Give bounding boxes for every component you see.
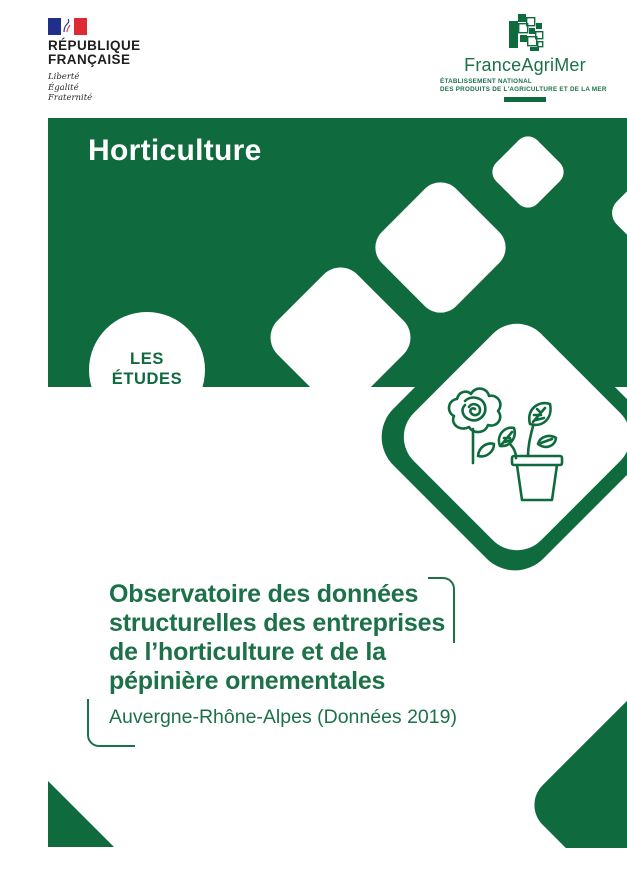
marianne-profile-icon	[61, 18, 74, 35]
gov-name-line1: RÉPUBLIQUE	[48, 38, 141, 53]
study-subtitle: Auvergne-Rhône-Alpes (Données 2019)	[109, 706, 457, 728]
franceagrimer-subtitle-line1: ÉTABLISSEMENT NATIONAL	[440, 77, 533, 85]
gov-name-line2: FRANÇAISE	[48, 51, 131, 67]
franceagrimer-name: FranceAgriMer	[464, 55, 586, 75]
franceagrimer-mosaic-icon	[506, 14, 544, 54]
les-etudes-badge	[89, 312, 205, 428]
franceagrimer-logo	[440, 14, 610, 102]
study-title	[109, 580, 469, 696]
study-title-line4: pépinière ornementales	[109, 667, 386, 695]
french-flag-icon	[48, 18, 87, 35]
sector-title: Horticulture	[88, 134, 262, 167]
gov-motto	[48, 72, 218, 104]
franceagrimer-subtitle-line2: DES PRODUITS DE L'AGRICULTURE ET DE LA MER	[440, 86, 607, 94]
republique-francaise-logo	[48, 18, 218, 104]
badge-line2: ÉTUDES	[111, 370, 183, 388]
franceagrimer-underline-bar	[504, 97, 546, 102]
badge-line1: LES	[130, 350, 164, 369]
rose-and-potted-plant-icon	[438, 380, 574, 504]
motto-line3: Fraternité	[48, 93, 93, 104]
bottom-right-green-diamond	[523, 700, 627, 848]
motto-line1: Liberté	[48, 72, 80, 82]
study-title-line3: de l’horticulture et de la	[109, 638, 386, 666]
franceagrimer-subtitle	[440, 78, 610, 94]
bottom-left-triangle	[48, 781, 114, 847]
study-title-line2: structurelles des entreprises	[109, 609, 446, 637]
study-title-line1: Observatoire des données	[109, 580, 419, 608]
bottom-right-decoration	[480, 700, 627, 848]
motto-line2: Égalité	[48, 82, 79, 93]
